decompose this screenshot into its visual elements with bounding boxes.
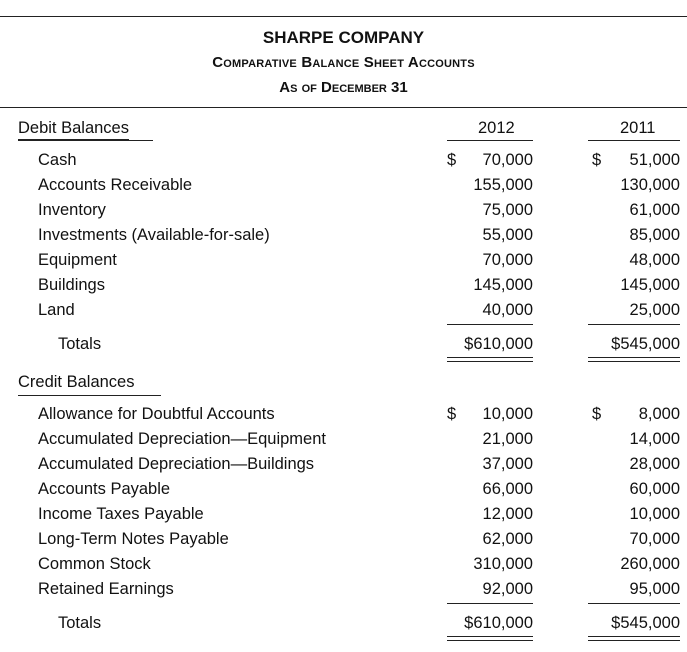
currency-symbol: $ bbox=[447, 405, 457, 423]
debit-double-rule-2011 bbox=[588, 357, 680, 362]
value-2011: 95,000 bbox=[629, 580, 680, 598]
value-2012: 55,000 bbox=[482, 226, 533, 244]
credit-double-rule-2012 bbox=[447, 636, 533, 641]
statement-date: As of December 31 bbox=[279, 79, 408, 96]
value-2011: 25,000 bbox=[629, 301, 680, 319]
credit-title-underline bbox=[18, 395, 161, 396]
value-2011: 70,000 bbox=[629, 530, 680, 548]
top-rule bbox=[0, 16, 687, 17]
credit-subtotal-rule-2012 bbox=[447, 603, 533, 604]
column-header-2012: 2012 bbox=[478, 119, 515, 137]
value-2011: 60,000 bbox=[629, 480, 680, 498]
value-2011: 85,000 bbox=[629, 226, 680, 244]
debit-subtotal-rule-2012 bbox=[447, 324, 533, 325]
currency-symbol: $ bbox=[592, 405, 602, 423]
row-label: Cash bbox=[38, 151, 77, 169]
value-2012: 21,000 bbox=[482, 430, 533, 448]
row-label: Accounts Receivable bbox=[38, 176, 193, 194]
value-2011: 130,000 bbox=[620, 176, 680, 194]
credit-section-title: Credit Balances bbox=[18, 373, 135, 391]
row-label: Accumulated Depreciation—Buildings bbox=[38, 455, 315, 473]
value-2012: 66,000 bbox=[482, 480, 533, 498]
header-2012-underline bbox=[447, 140, 533, 141]
value-2011: 8,000 bbox=[638, 405, 680, 423]
currency-symbol: $ bbox=[447, 151, 457, 169]
total-2012: $610,000 bbox=[464, 614, 533, 632]
value-2012: 70,000 bbox=[482, 151, 533, 169]
value-2011: 28,000 bbox=[629, 455, 680, 473]
value-2011: 61,000 bbox=[629, 201, 680, 219]
value-2011: 145,000 bbox=[620, 276, 680, 294]
statement-title: Comparative Balance Sheet Accounts bbox=[212, 54, 475, 71]
credit-subtotal-rule-2011 bbox=[588, 603, 680, 604]
header-rule bbox=[0, 107, 687, 108]
total-2011: $545,000 bbox=[611, 335, 680, 353]
credit-double-rule-2011 bbox=[588, 636, 680, 641]
row-label: Accumulated Depreciation—Equipment bbox=[38, 430, 326, 448]
row-label: Investments (Available-for-sale) bbox=[38, 226, 270, 244]
row-label: Common Stock bbox=[38, 555, 151, 573]
debit-double-rule-2012 bbox=[447, 357, 533, 362]
value-2012: 75,000 bbox=[482, 201, 533, 219]
value-2011: 14,000 bbox=[629, 430, 680, 448]
totals-label: Totals bbox=[58, 614, 102, 632]
row-label: Inventory bbox=[38, 201, 106, 219]
total-2011: $545,000 bbox=[611, 614, 680, 632]
value-2012: 155,000 bbox=[473, 176, 533, 194]
value-2011: 10,000 bbox=[629, 505, 680, 523]
debit-section-title: Debit Balances bbox=[18, 119, 129, 138]
header-2011-underline bbox=[588, 140, 680, 141]
row-label: Long-Term Notes Payable bbox=[38, 530, 229, 548]
row-label: Equipment bbox=[38, 251, 117, 269]
totals-label: Totals bbox=[58, 335, 102, 353]
value-2012: 62,000 bbox=[482, 530, 533, 548]
row-label: Retained Earnings bbox=[38, 580, 174, 598]
value-2012: 145,000 bbox=[473, 276, 533, 294]
value-2012: 70,000 bbox=[482, 251, 533, 269]
currency-symbol: $ bbox=[592, 151, 602, 169]
value-2011: 48,000 bbox=[629, 251, 680, 269]
value-2012: 10,000 bbox=[482, 405, 533, 423]
value-2012: 92,000 bbox=[482, 580, 533, 598]
company-name: SHARPE COMPANY bbox=[262, 28, 425, 47]
value-2011: 51,000 bbox=[629, 151, 680, 169]
debit-subtotal-rule-2011 bbox=[588, 324, 680, 325]
total-2012: $610,000 bbox=[464, 335, 533, 353]
value-2012: 37,000 bbox=[482, 455, 533, 473]
column-header-2011: 2011 bbox=[620, 119, 656, 137]
debit-title-underline bbox=[18, 140, 153, 141]
row-label: Accounts Payable bbox=[38, 480, 171, 498]
value-2011: 260,000 bbox=[620, 555, 680, 573]
row-label: Land bbox=[38, 301, 75, 319]
value-2012: 12,000 bbox=[482, 505, 533, 523]
row-label: Allowance for Doubtful Accounts bbox=[38, 405, 275, 423]
value-2012: 40,000 bbox=[482, 301, 533, 319]
row-label: Income Taxes Payable bbox=[38, 505, 204, 523]
value-2012: 310,000 bbox=[473, 555, 533, 573]
row-label: Buildings bbox=[38, 276, 105, 294]
